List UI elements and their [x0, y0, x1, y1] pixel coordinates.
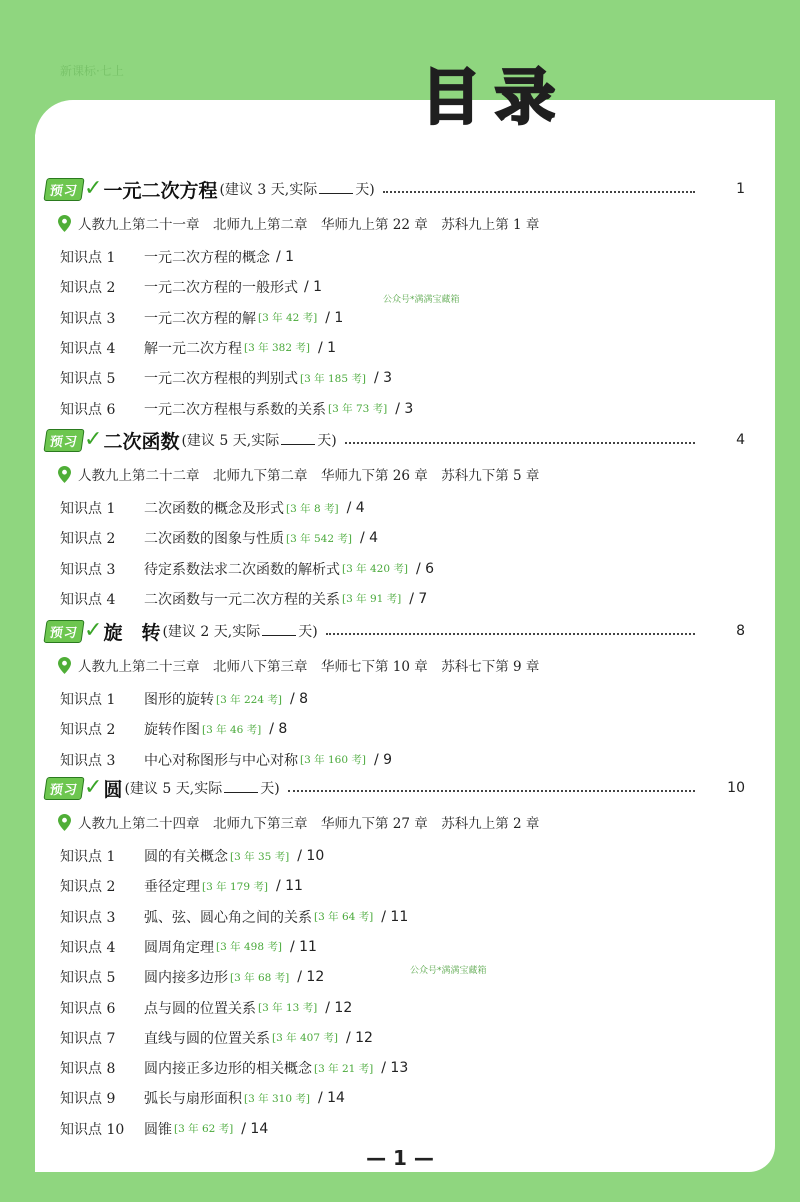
- textbook-versions-text: 人教九上第二十一章 北师九上第二章 华师九上第 22 章 苏科九上第 1 章: [78, 217, 540, 233]
- knowledge-point-label: 知识点 4: [60, 939, 116, 956]
- knowledge-point-row[interactable]: [60, 528, 378, 548]
- knowledge-point-row[interactable]: [60, 907, 408, 927]
- chapter-page: 1: [736, 181, 745, 197]
- knowledge-point-title: 二次函数的图象与性质: [144, 531, 284, 548]
- knowledge-point-row[interactable]: [60, 559, 434, 579]
- knowledge-point-title: 圆的有关概念: [144, 849, 228, 865]
- textbook-versions: [58, 213, 539, 233]
- knowledge-point-page: / 3: [395, 400, 414, 417]
- faint-header-text: 新课标·七上: [60, 64, 124, 78]
- knowledge-point-label: 知识点 1: [60, 501, 116, 517]
- checkmark-icon: ✓: [84, 176, 103, 201]
- knowledge-point-title: 一元二次方程的概念: [144, 250, 270, 266]
- knowledge-point-title: 中心对称图形与中心对称: [144, 752, 298, 769]
- exam-frequency-tag: [3 年 91 考]: [342, 593, 402, 606]
- knowledge-point-title: 图形的旋转: [144, 692, 214, 708]
- exam-frequency-tag: [3 年 310 考]: [244, 1092, 310, 1105]
- location-pin-icon: [58, 814, 71, 831]
- knowledge-point-title: 一元二次方程的一般形式: [144, 280, 298, 297]
- exam-frequency-tag: [3 年 68 考]: [230, 971, 290, 984]
- knowledge-point-title: 弧长与扇形面积: [144, 1091, 242, 1108]
- knowledge-point-page: / 13: [381, 1060, 409, 1077]
- knowledge-point-title: 圆周角定理: [144, 939, 214, 956]
- knowledge-point-page: / 8: [269, 721, 288, 738]
- exam-frequency-tag: [3 年 224 考]: [216, 693, 282, 706]
- knowledge-point-title: 一元二次方程根与系数的关系: [144, 401, 326, 418]
- paper-wave-edge: [0, 95, 800, 165]
- checkmark-icon: ✓: [84, 618, 103, 643]
- knowledge-point-page: / 12: [345, 1029, 373, 1046]
- toc-title-text: 目录: [421, 63, 569, 133]
- knowledge-point-page: / 8: [289, 691, 309, 707]
- knowledge-point-title: 一元二次方程的解: [144, 310, 256, 327]
- knowledge-point-page: / 14: [241, 1120, 269, 1137]
- chapter-row[interactable]: [45, 428, 745, 452]
- knowledge-point-page: / 4: [359, 530, 379, 547]
- knowledge-point-page: / 1: [304, 279, 323, 296]
- knowledge-point-title: 待定系数法求二次函数的解析式: [144, 561, 340, 578]
- chapter-suggestion: (建议 5 天,实际 天): [124, 781, 280, 797]
- knowledge-point-row[interactable]: [60, 998, 352, 1018]
- chapter-suggestion: (建议 5 天,实际 天): [181, 433, 337, 449]
- knowledge-point-page: / 4: [346, 500, 365, 516]
- location-pin-icon: [58, 215, 71, 232]
- exam-frequency-tag: [3 年 73 考]: [328, 403, 388, 415]
- page-number: — 1 —: [366, 1146, 434, 1170]
- watermark: 公众号*满满宝藏箱: [410, 966, 487, 976]
- chapter-title: 二次函数: [103, 430, 180, 453]
- blank-line: [281, 432, 315, 445]
- knowledge-point-label: 知识点 10: [60, 1121, 125, 1138]
- toc-title: [405, 58, 585, 138]
- knowledge-point-row[interactable]: [60, 368, 392, 388]
- knowledge-point-label: 知识点 2: [60, 879, 116, 896]
- textbook-versions: [58, 464, 539, 484]
- knowledge-point-row[interactable]: [60, 937, 317, 957]
- chapter-row[interactable]: [45, 776, 745, 800]
- knowledge-point-row[interactable]: [60, 750, 392, 770]
- knowledge-point-page: / 11: [381, 908, 409, 925]
- knowledge-point-row[interactable]: [60, 1088, 345, 1108]
- knowledge-point-label: 知识点 6: [60, 401, 116, 418]
- knowledge-point-label: 知识点 5: [60, 371, 116, 388]
- knowledge-point-row[interactable]: [60, 719, 287, 739]
- blank-line: [224, 780, 258, 793]
- checkmark-icon: ✓: [84, 775, 103, 800]
- knowledge-point-page: / 12: [297, 969, 325, 986]
- knowledge-point-page: / 11: [275, 878, 303, 895]
- exam-frequency-tag: [3 年 62 考]: [174, 1123, 234, 1136]
- exam-frequency-tag: [3 年 382 考]: [244, 342, 310, 355]
- knowledge-point-page: / 3: [373, 370, 393, 387]
- exam-frequency-tag: [3 年 42 考]: [258, 312, 318, 325]
- dot-leader: [383, 191, 695, 193]
- blank-line: [262, 623, 296, 636]
- knowledge-point-label: 知识点 8: [60, 1061, 116, 1078]
- chapter-suggestion: (建议 2 天,实际 天): [162, 624, 318, 640]
- preview-badge: 预习: [43, 178, 84, 201]
- knowledge-point-page: / 7: [409, 590, 428, 607]
- preview-badge: 预习: [43, 777, 84, 800]
- knowledge-point-page: / 1: [317, 339, 337, 356]
- textbook-versions-text: 人教九上第二十三章 北师八下第三章 华师七下第 10 章 苏科七下第 9 章: [78, 659, 540, 675]
- knowledge-point-row[interactable]: [60, 498, 365, 518]
- location-pin-icon: [58, 466, 71, 483]
- preview-badge: 预习: [43, 429, 84, 452]
- textbook-versions: [58, 655, 539, 675]
- exam-frequency-tag: [3 年 160 考]: [300, 754, 366, 767]
- knowledge-point-label: 知识点 2: [60, 280, 116, 297]
- knowledge-point-title: 旋转作图: [144, 722, 200, 739]
- textbook-versions-text: 人教九上第二十二章 北师九下第二章 华师九下第 26 章 苏科九下第 5 章: [78, 468, 540, 484]
- exam-frequency-tag: [3 年 498 考]: [216, 941, 282, 954]
- knowledge-point-title: 弧、弦、圆心角之间的关系: [144, 909, 312, 926]
- exam-frequency-tag: [3 年 179 考]: [202, 880, 268, 893]
- chapter-page: 8: [736, 623, 745, 639]
- knowledge-point-row[interactable]: [60, 399, 413, 419]
- exam-frequency-tag: [3 年 64 考]: [314, 911, 374, 924]
- chapter-suggestion: (建议 3 天,实际 天): [219, 182, 375, 198]
- knowledge-point-row[interactable]: [60, 247, 294, 267]
- knowledge-point-row[interactable]: [60, 689, 308, 709]
- knowledge-point-label: 知识点 7: [60, 1030, 116, 1047]
- knowledge-point-label: 知识点 4: [60, 591, 116, 608]
- chapter-title: 一元二次方程: [103, 179, 218, 202]
- knowledge-point-title: 圆内接正多边形的相关概念: [144, 1061, 312, 1078]
- exam-frequency-tag: [3 年 46 考]: [202, 723, 262, 736]
- knowledge-point-label: 知识点 3: [60, 909, 116, 926]
- textbook-versions-text: 人教九上第二十四章 北师九下第三章 华师九下第 27 章 苏科九上第 2 章: [78, 816, 540, 832]
- exam-frequency-tag: [3 年 420 考]: [342, 563, 408, 576]
- knowledge-point-label: 知识点 3: [60, 752, 116, 769]
- chapter-page: 4: [736, 432, 745, 448]
- location-pin-icon: [58, 657, 71, 674]
- knowledge-point-label: 知识点 5: [60, 970, 116, 987]
- watermark: 公众号*满满宝藏箱: [383, 295, 460, 305]
- knowledge-point-page: / 12: [325, 999, 353, 1016]
- knowledge-point-page: / 14: [317, 1090, 345, 1107]
- knowledge-point-title: 垂径定理: [144, 879, 200, 896]
- knowledge-point-label: 知识点 4: [60, 340, 116, 357]
- exam-frequency-tag: [3 年 542 考]: [286, 532, 352, 545]
- knowledge-point-row[interactable]: [60, 1058, 408, 1078]
- knowledge-point-row[interactable]: [60, 308, 343, 328]
- dot-leader: [345, 442, 695, 444]
- exam-frequency-tag: [3 年 8 考]: [286, 502, 339, 515]
- knowledge-point-label: 知识点 1: [60, 849, 116, 865]
- exam-frequency-tag: [3 年 13 考]: [258, 1002, 318, 1014]
- knowledge-point-title: 直线与圆的位置关系: [144, 1030, 270, 1047]
- knowledge-point-title: 圆锥: [144, 1121, 172, 1138]
- knowledge-point-row[interactable]: [60, 277, 322, 297]
- knowledge-point-title: 解一元二次方程: [144, 340, 242, 357]
- knowledge-point-page: / 6: [415, 560, 435, 577]
- knowledge-point-label: 知识点 3: [60, 561, 116, 578]
- preview-badge: 预习: [43, 620, 84, 643]
- exam-frequency-tag: [3 年 407 考]: [272, 1032, 338, 1045]
- textbook-versions: [58, 812, 539, 832]
- knowledge-point-page: / 11: [289, 938, 317, 955]
- dot-leader: [326, 633, 695, 635]
- knowledge-point-row[interactable]: [60, 846, 324, 866]
- knowledge-point-page: / 1: [325, 309, 344, 326]
- knowledge-point-title: 点与圆的位置关系: [144, 1000, 256, 1017]
- dot-leader: [288, 790, 695, 792]
- chapter-title: 圆: [103, 778, 123, 801]
- checkmark-icon: ✓: [84, 427, 103, 452]
- knowledge-point-label: 知识点 1: [60, 250, 116, 266]
- knowledge-point-row[interactable]: [60, 1028, 373, 1048]
- knowledge-point-label: 知识点 1: [60, 692, 116, 708]
- chapter-title: 旋 转: [103, 621, 161, 644]
- knowledge-point-label: 知识点 9: [60, 1091, 116, 1108]
- knowledge-point-label: 知识点 3: [60, 310, 116, 327]
- exam-frequency-tag: [3 年 185 考]: [300, 372, 366, 385]
- knowledge-point-row[interactable]: [60, 876, 303, 896]
- knowledge-point-row[interactable]: [60, 338, 336, 358]
- knowledge-point-row[interactable]: [60, 589, 427, 609]
- knowledge-point-title: 二次函数与一元二次方程的关系: [144, 591, 340, 608]
- knowledge-point-label: 知识点 6: [60, 1000, 116, 1017]
- knowledge-point-page: / 10: [297, 848, 325, 864]
- knowledge-point-row[interactable]: [60, 1119, 268, 1139]
- knowledge-point-title: 一元二次方程根的判别式: [144, 371, 298, 388]
- knowledge-point-label: 知识点 2: [60, 531, 116, 548]
- knowledge-point-row[interactable]: [60, 967, 324, 987]
- knowledge-point-page: / 1: [276, 249, 295, 265]
- chapter-page: 10: [727, 780, 745, 796]
- knowledge-point-title: 圆内接多边形: [144, 970, 228, 987]
- knowledge-point-label: 知识点 2: [60, 722, 116, 739]
- exam-frequency-tag: [3 年 35 考]: [230, 850, 290, 863]
- exam-frequency-tag: [3 年 21 考]: [314, 1062, 374, 1075]
- chapter-row[interactable]: [45, 177, 745, 201]
- chapter-row[interactable]: [45, 619, 745, 643]
- knowledge-point-title: 二次函数的概念及形式: [144, 501, 284, 517]
- knowledge-point-page: / 9: [373, 751, 393, 768]
- blank-line: [319, 181, 353, 194]
